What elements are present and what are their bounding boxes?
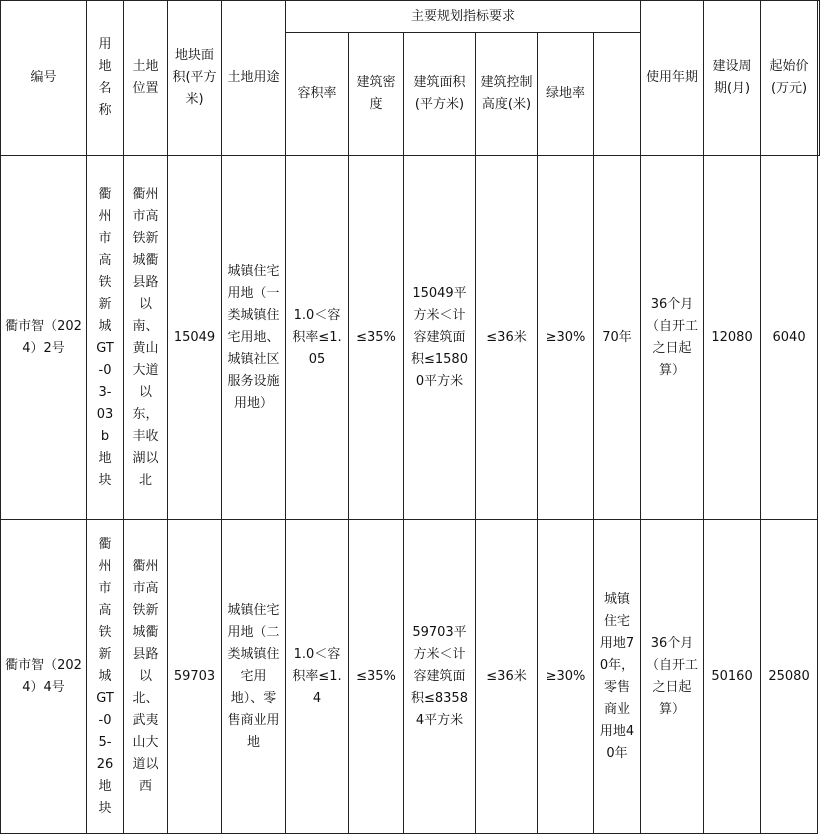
header-density: 建筑密度 [349, 33, 404, 156]
cell-floor-area: 15049平方米＜计容建筑面积≤15800平方米 [404, 156, 476, 520]
cell-location: 衢州市高铁新城衢县路以南、黄山大道以东，丰收湖以北 [124, 156, 168, 520]
header-floor-area: 建筑面积(平方米) [404, 33, 476, 156]
cell-green: ≥30% [538, 156, 594, 520]
cell-term: 70年 [594, 156, 641, 520]
cell-far: 1.0＜容积率≤1.05 [286, 156, 349, 520]
cell-density: ≤35% [349, 520, 404, 834]
cell-area: 15049 [168, 156, 222, 520]
header-term: 使用年期 [641, 1, 704, 156]
cell-deposit: 25080 [761, 520, 818, 834]
cell-id: 衢市智（2024）4号 [1, 520, 87, 834]
cell-id: 衢市智（2024）2号 [1, 156, 87, 520]
header-id: 编号 [1, 1, 87, 156]
table-row [1, 156, 820, 520]
header-deposit [818, 1, 820, 156]
header-use: 土地用途 [222, 1, 286, 156]
cell-area: 59703 [168, 520, 222, 834]
cell-period: 36个月（自开工之日起算） [641, 156, 704, 520]
cell-floor-area: 59703平方米＜计容建筑面积≤83584平方米 [404, 520, 476, 834]
cell-deposit: 6040 [761, 156, 818, 520]
cell-density: ≤35% [349, 156, 404, 520]
header-start-price: 起始价(万元) [761, 1, 818, 156]
header-height: 建筑控制高度(米) [476, 33, 538, 156]
cell-term: 城镇住宅用地70年，零售商业用地40年 [594, 520, 641, 834]
cell-use: 城镇住宅用地（一类城镇住宅用地、城镇社区服务设施用地） [222, 156, 286, 520]
table-row [1, 520, 820, 834]
cell-far: 1.0＜容积率≤1.4 [286, 520, 349, 834]
header-far: 容积率 [286, 33, 349, 156]
cell-use: 城镇住宅用地（二类城镇住宅用地）、零售商业用地 [222, 520, 286, 834]
header-name: 用地名称 [87, 1, 124, 156]
cell-name: 衢州市高铁新城GT-05-26地块 [87, 520, 124, 834]
cell-name: 衢州市高铁新城GT-03-03b地块 [87, 156, 124, 520]
cell-green: ≥30% [538, 520, 594, 834]
header-row-top [1, 1, 820, 33]
cell-period: 36个月（自开工之日起算） [641, 520, 704, 834]
header-location: 土地位置 [124, 1, 168, 156]
header-area: 地块面积(平方米) [168, 1, 222, 156]
header-planning-group: 主要规划指标要求 [286, 1, 641, 33]
cell-start-price: 12080 [704, 156, 761, 520]
cell-height: ≤36米 [476, 156, 538, 520]
header-period: 建设周期(月) [704, 1, 761, 156]
cell-start-price: 50160 [704, 520, 761, 834]
cell-location: 衢州市高铁新城衢县路以北、武夷山大道以西 [124, 520, 168, 834]
cell-height: ≤36米 [476, 520, 538, 834]
header-green: 绿地率 [538, 33, 594, 156]
